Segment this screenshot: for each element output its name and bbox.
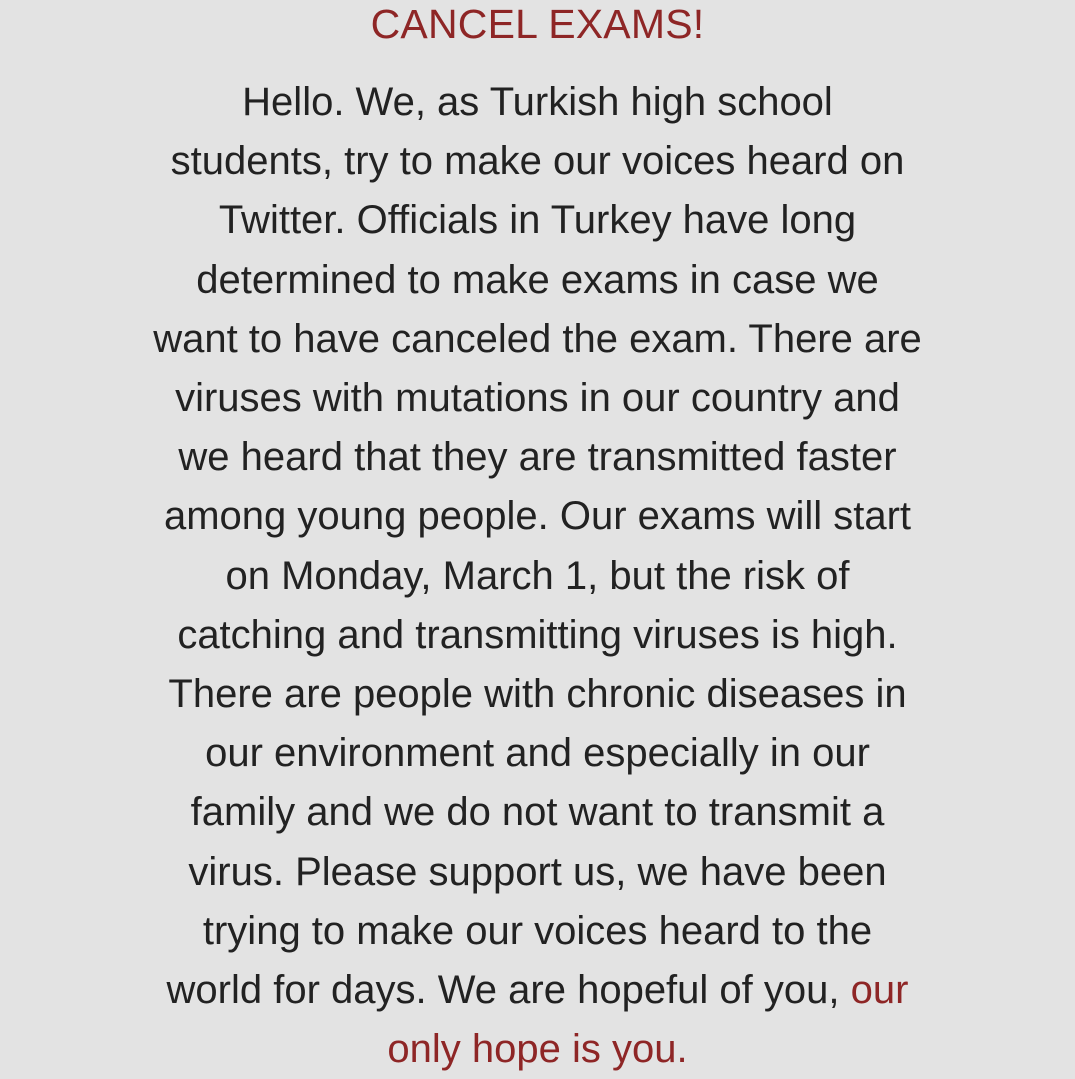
body-line: virus. Please support us, we have been <box>188 849 887 894</box>
body-line: we heard that they are transmitted faster <box>178 435 897 480</box>
body-line: determined to make exams in case we <box>196 257 879 302</box>
post-body <box>0 73 1075 1079</box>
body-line: family and we do not want to transmit a <box>190 790 885 835</box>
highlight-inline: our <box>850 968 909 1013</box>
highlight-closing-line: only hope is you. <box>387 1027 688 1072</box>
body-line: Hello. We, as Turkish high school <box>242 80 833 124</box>
body-line: There are people with chronic diseases in <box>168 672 907 717</box>
body-line: want to have canceled the exam. There are <box>153 316 922 361</box>
body-line: trying to make our voices heard to the <box>202 908 873 953</box>
post-title: CANCEL EXAMS! <box>370 1 705 47</box>
body-line: students, try to make our voices heard on <box>170 139 905 184</box>
body-line-text: world for days. We are hopeful of you, <box>166 968 840 1013</box>
body-line: our environment and especially in our <box>205 731 870 776</box>
body-line: on Monday, March 1, but the risk of <box>225 553 850 598</box>
body-line: viruses with mutations in our country and <box>175 376 900 421</box>
body-line: catching and transmitting viruses is high. <box>177 612 898 657</box>
body-line: among young people. Our exams will start <box>163 494 912 539</box>
body-line-final <box>0 961 1075 1020</box>
body-line: Twitter. Officials in Turkey have long <box>218 198 857 243</box>
